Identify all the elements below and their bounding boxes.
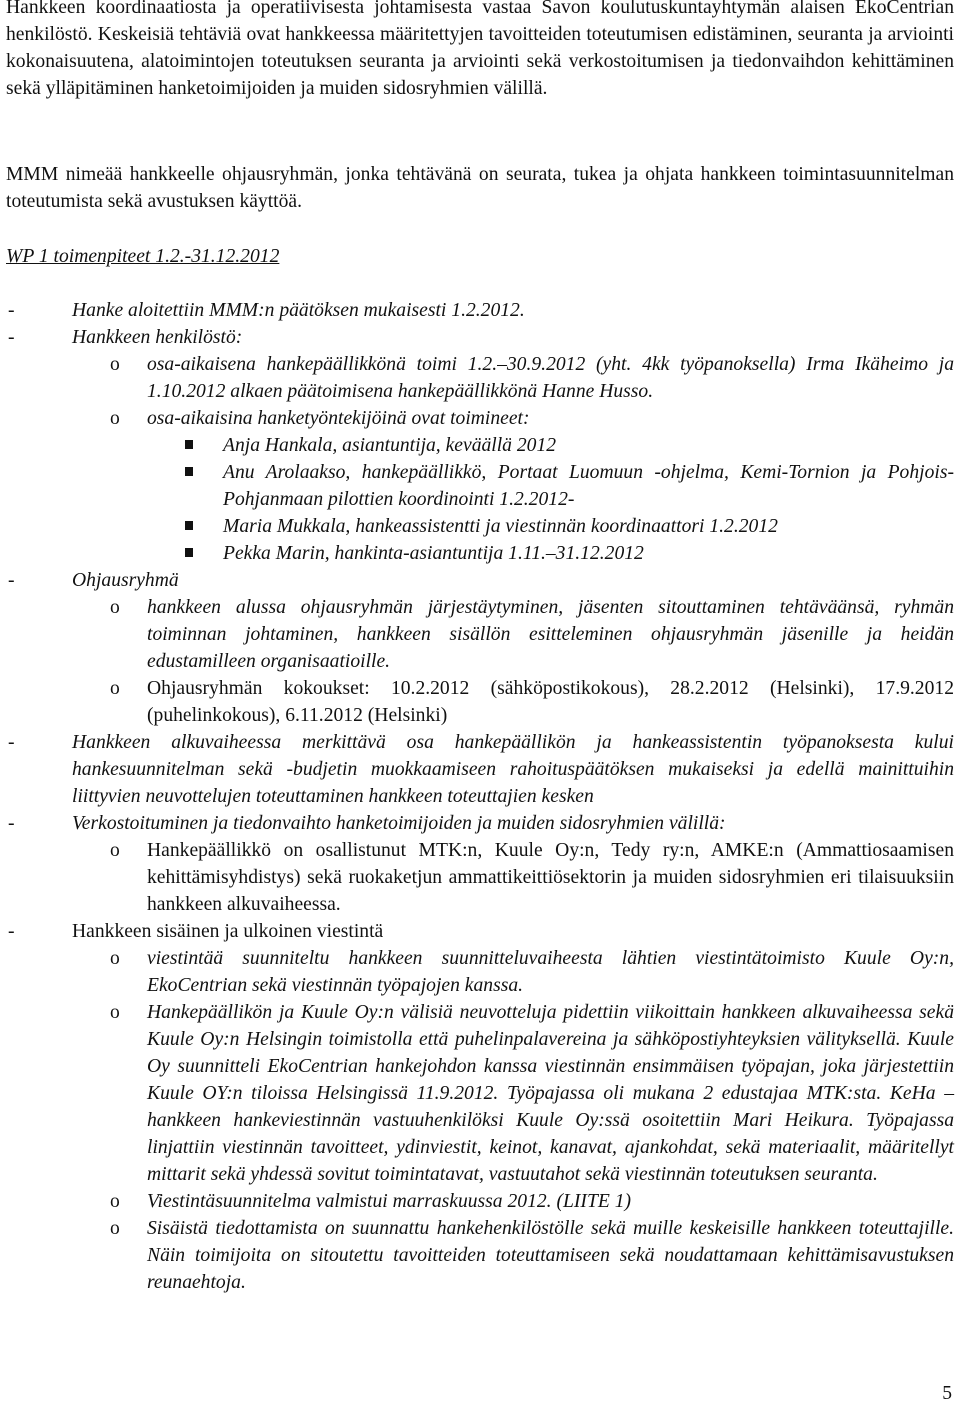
sub-list-item-text: Sisäistä tiedottamista on suunnattu hankehenkilöstölle sekä muille keskeisille hankkeen toteuttajille. Näin toimijoita on sitoutettu tavoitteiden toteuttamiseen sekä noudattamaan kehittämisavustuksen reunaehtoja.	[147, 1218, 954, 1293]
list-item-text: Verkostoituminen ja tiedonvaihto hanketoimijoiden ja muiden sidosryhmien välillä:	[72, 813, 726, 834]
list-item	[6, 324, 954, 351]
sub-list-item-text: Viestintäsuunnitelma valmistui marraskuussa 2012. (LIITE 1)	[147, 1191, 632, 1212]
intro-paragraph: Hankkeen koordinaatiosta ja operatiivisesta johtamisesta vastaa Savon koulutuskuntayhtymän alaisen EkoCentrian henkilöstö. Keskeisiä tehtäviä ovat hankkeessa määritettyjen tavoitteiden toteutumisen edistäminen, seuranta ja arviointi kokonaisuutena, alatoimintojen toteutuksen seuranta ja arviointi sekä verkostoitumisen ja tiedonvaihdon kehittäminen sekä ylläpitäminen hanketoimijoiden ja muiden sidosryhmien välillä.	[6, 0, 954, 99]
page-number: 5	[942, 1383, 952, 1404]
dash-bullet: -	[8, 921, 15, 942]
sub-list-item	[6, 1215, 954, 1296]
list-item-text: Hankkeen sisäinen ja ulkoinen viestintä	[72, 921, 384, 942]
circle-bullet: o	[110, 1218, 120, 1239]
circle-bullet: o	[110, 354, 120, 375]
circle-bullet: o	[110, 1002, 120, 1023]
sub-list-item-text: Ohjausryhmän kokoukset: 10.2.2012 (sähköpostikokous), 28.2.2012 (Helsinki), 17.9.2012 (puhelinkokous), 6.11.2012 (Helsinki)	[147, 678, 954, 726]
person-item	[6, 432, 954, 459]
square-bullet-icon	[181, 540, 223, 567]
sub-list-item-text: Hankepäällikkö on osallistunut MTK:n, Kuule Oy:n, Tedy ry:n, AMKE:n (Ammattiosaamisen kehittämisyhdistys) sekä ruokaketjun ammattikeittiösektorin ja muiden sidosryhmien eri tilaisuuksiin hankkeen alkuvaiheessa.	[147, 840, 954, 915]
person-text: Anja Hankala, asiantuntija, keväällä 2012	[223, 435, 557, 456]
steering-group-paragraph: MMM nimeää hankkeelle ohjausryhmän, jonka tehtävänä on seurata, tukea ja ohjata hankkeen toimintasuunnitelman toteutumista sekä avustuksen käyttöä.	[6, 164, 954, 212]
sub-list-item-text: Hankepäällikön ja Kuule Oy:n välisiä neuvotteluja pidettiin viikoittain hankkeen alkuvaiheessa sekä Kuule Oy:n Helsingin toimistolla että puhelinpalavereina ja sähköpostiyhteyksien välityksellä. Kuule Oy suunnitteli EkoCentrian hankejohdon kanssa viestinnän ensimmäisen työpajan, joka järjestettiin Kuule OY:n tiloissa Helsingissä 11.9.2012. Työpajassa oli mukana 2 edustajaa MTK:sta. KeHa – hankkeen hankeviestinnän vastuuhenkilöksi Kuule Oy:ssä osoitettiin Mari Heikura. Työpajassa linjattiin viestinnän tavoitteet, ydinviestit, keinot, kanavat, ajankohdat, sekä materiaalit, määritellyt mittarit sekä yhdessä sovitut toimintatavat, vastuutahot sekä viestinnän toteutuksen seuranta.	[147, 1002, 954, 1185]
sub-list-item	[6, 945, 954, 999]
list-item	[6, 297, 954, 324]
wp1-action-list	[6, 297, 954, 1296]
list-item-text: Ohjausryhmä	[72, 570, 179, 591]
person-text: Anu Arolaakso, hankepäällikkö, Portaat Luomuun -ohjelma, Kemi-Tornion ja Pohjois-Pohjanmaan pilottien koordinointi 1.2.2012-	[223, 462, 954, 510]
sub-list-item-text: osa-aikaisina hanketyöntekijöinä ovat toimineet:	[147, 408, 530, 429]
sub-list-item	[6, 999, 954, 1188]
person-text: Pekka Marin, hankinta-asiantuntija 1.11.–31.12.2012	[223, 543, 644, 564]
dash-bullet: -	[8, 300, 15, 321]
list-item-text: Hankkeen alkuvaiheessa merkittävä osa hankepäällikön ja hankeassistentin työpanoksesta kului hankesuunnitelman sekä -budjetin muokkaamiseen rahoituspäätöksen mukaiseksi ja edellä mainittuihin liittyvien neuvottelujen toteuttaminen hankkeen toteuttajien kesken	[72, 732, 954, 807]
list-item-text: Hankkeen henkilöstö:	[72, 327, 243, 348]
person-item	[6, 459, 954, 513]
person-item	[6, 540, 954, 567]
circle-bullet: o	[110, 678, 120, 699]
person-item	[6, 513, 954, 540]
dash-bullet: -	[8, 327, 15, 348]
circle-bullet: o	[110, 597, 120, 618]
circle-bullet: o	[110, 840, 120, 861]
list-item	[6, 918, 954, 945]
list-item	[6, 567, 954, 594]
sub-list-item	[6, 837, 954, 918]
list-item-text: Hanke aloitettiin MMM:n päätöksen mukaisesti 1.2.2012.	[72, 300, 525, 321]
list-item	[6, 729, 954, 810]
sub-list-item	[6, 675, 954, 729]
circle-bullet: o	[110, 1191, 120, 1212]
square-bullet-icon	[181, 459, 223, 513]
sub-list-item-text: osa-aikaisena hankepäällikkönä toimi 1.2.–30.9.2012 (yht. 4kk työpanoksella) Irma Ikäheimo ja 1.10.2012 alkaen päätoimisena hankepäällikkönä Hanne Husso.	[147, 354, 954, 402]
square-bullet-icon	[181, 513, 223, 540]
square-bullet-icon	[181, 432, 223, 459]
dash-bullet: -	[8, 813, 15, 834]
sub-list-item-text: viestintää suunniteltu hankkeen suunnitteluvaiheesta lähtien viestintätoimisto Kuule Oy:n, EkoCentrian sekä viestinnän työpajojen kanssa.	[147, 948, 954, 996]
sub-list-item-text: hankkeen alussa ohjausryhmän järjestäytyminen, jäsenten sitouttaminen tehtäväänsä, ryhmän toiminnan johtaminen, hankkeen sisällön esitteleminen ohjausryhmän jäsenille ja heidän edustamilleen organisaatioille.	[147, 597, 954, 672]
dash-bullet: -	[8, 732, 15, 753]
circle-bullet: o	[110, 948, 120, 969]
person-text: Maria Mukkala, hankeassistentti ja viestinnän koordinaattori 1.2.2012	[223, 516, 778, 537]
sub-list-item	[6, 594, 954, 675]
list-item	[6, 810, 954, 837]
sub-list-item	[6, 1188, 954, 1215]
circle-bullet: o	[110, 408, 120, 429]
wp1-heading: WP 1 toimenpiteet 1.2.-31.12.2012	[6, 246, 280, 267]
sub-list-item	[6, 405, 954, 432]
dash-bullet: -	[8, 570, 15, 591]
sub-list-item	[6, 351, 954, 405]
